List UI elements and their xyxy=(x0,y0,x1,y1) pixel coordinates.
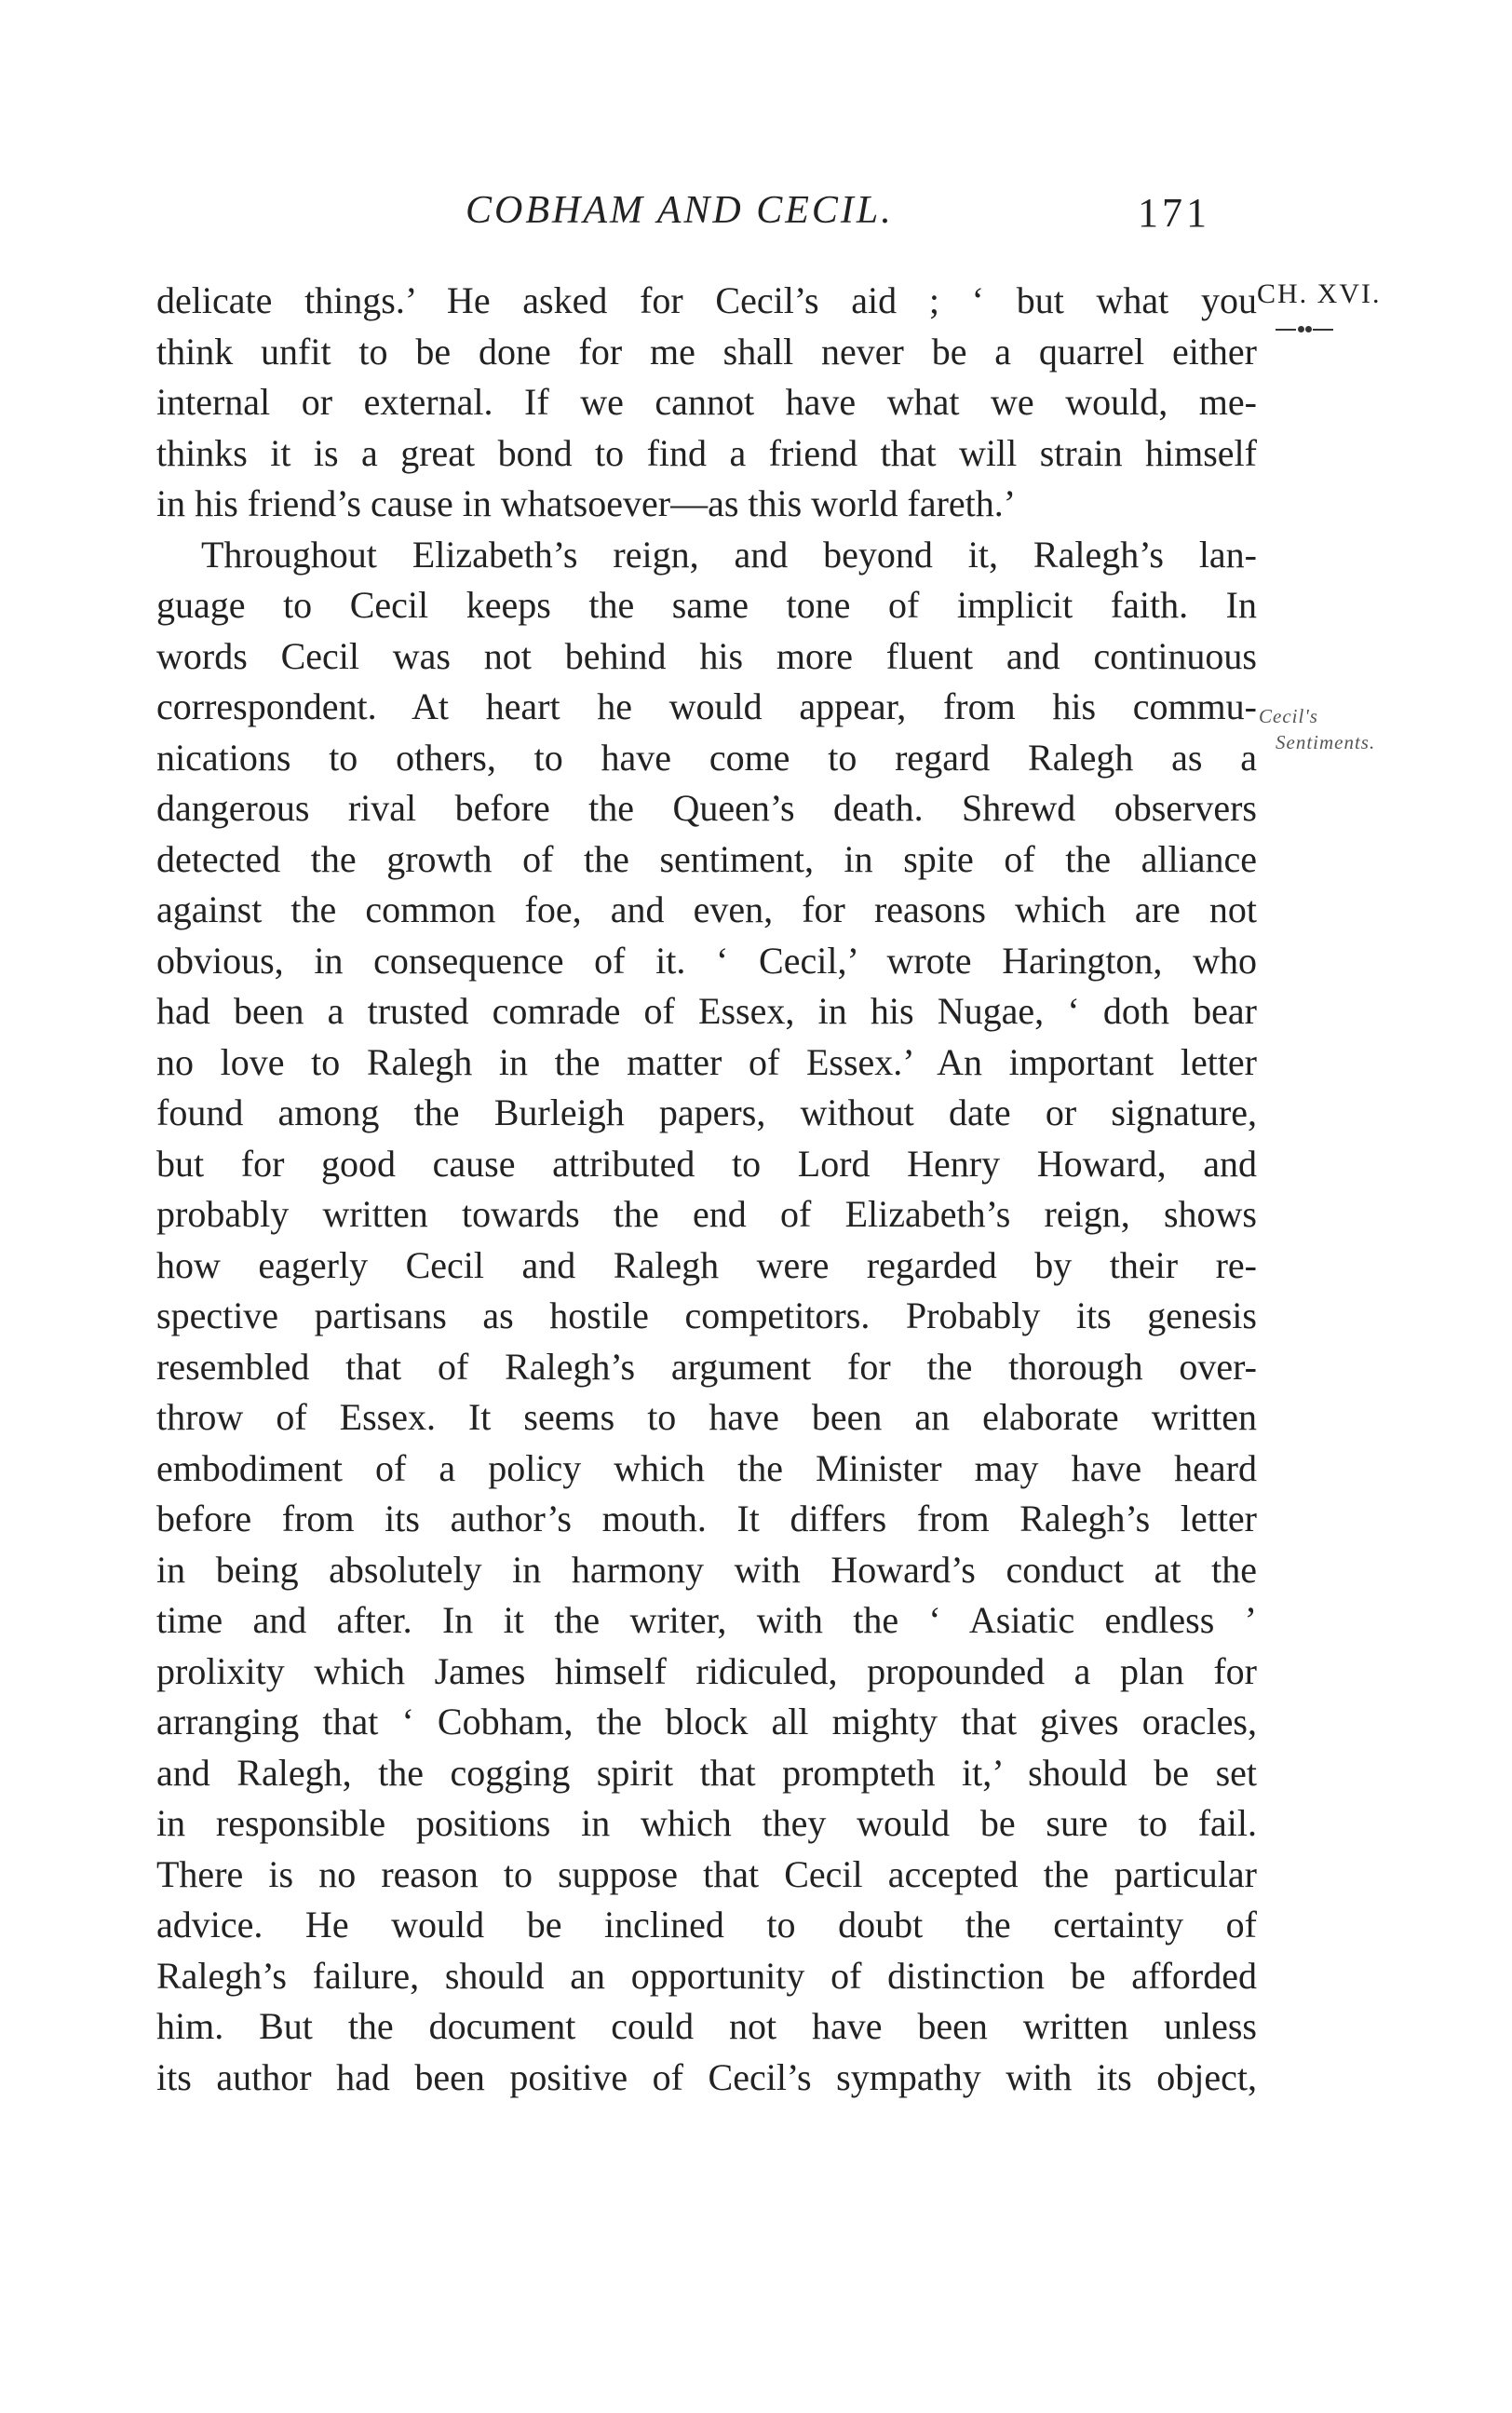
text-line: had been a trusted comrade of Essex, in his Nugae, ‘ doth bear xyxy=(156,990,1257,1032)
ornament-dot xyxy=(1305,326,1312,332)
text-line: obvious, in consequence of it. ‘ Cecil,’ wrote Harington, who xyxy=(156,939,1257,982)
text-line: in responsible positions in which they would be sure to fail. xyxy=(156,1802,1257,1844)
text-line: guage to Cecil keeps the same tone of implicit faith. In xyxy=(156,584,1257,626)
text-line: spective partisans as hostile competitors. Probably its genesis xyxy=(156,1295,1257,1336)
side-note xyxy=(1259,703,1417,755)
page-number: 171 xyxy=(1138,190,1210,236)
text-line: found among the Burleigh papers, without date or signature, xyxy=(156,1091,1257,1133)
text-line: prolixity which James himself ridiculed, propounded a plan for xyxy=(156,1649,1257,1692)
text-line: and Ralegh, the cogging spirit that prompteth it,’ should be set xyxy=(156,1751,1257,1794)
text-line: resembled that of Ralegh’s argument for the thorough over- xyxy=(156,1345,1257,1388)
text-line: think unfit to be done for me shall never be a quarrel either xyxy=(156,330,1257,373)
text-line: in being absolutely in harmony with Howard’s conduct at the xyxy=(156,1548,1257,1591)
text-line: detected the growth of the sentiment, in spite of the alliance xyxy=(156,837,1257,880)
text-line: but for good cause attributed to Lord Henry Howard, and xyxy=(156,1142,1257,1185)
side-note-line: Sentiments. xyxy=(1276,731,1376,753)
chapter-label: CH. XVI. xyxy=(1257,278,1382,309)
text-line: thinks it is a great bond to find a friend that will strain himself xyxy=(156,431,1257,474)
text-line: against the common foe, and even, for reasons which are not xyxy=(156,888,1257,930)
text-line: delicate things.’ He asked for Cecil’s aid ; ‘ but what you xyxy=(156,279,1257,321)
text-line: advice. He would be inclined to doubt the certainty of xyxy=(156,1904,1257,1945)
text-line: dangerous rival before the Queen’s death. Shrewd observers xyxy=(156,787,1257,829)
text-line: no love to Ralegh in the matter of Essex.’ An important letter xyxy=(156,1040,1257,1083)
text-line: correspondent. At heart he would appear, from his commu- xyxy=(156,685,1257,727)
text-line: throw of Essex. It seems to have been an elaborate written xyxy=(156,1396,1257,1438)
text-line: in his friend’s cause in whatsoever—as this world fareth.’ xyxy=(156,482,1017,524)
text-line: how eagerly Cecil and Ralegh were regarded by their re- xyxy=(156,1243,1257,1286)
text-line: Ralegh’s failure, should an opportunity of distinction be afforded xyxy=(156,1954,1257,1997)
text-line: There is no reason to suppose that Cecil accepted the particular xyxy=(156,1852,1257,1895)
ornament-dot xyxy=(1298,326,1304,332)
text-line: time and after. In it the writer, with the ‘ Asiatic endless ’ xyxy=(156,1599,1257,1641)
text-line: words Cecil was not behind his more fluent and continuous xyxy=(156,634,1257,677)
body-text xyxy=(156,276,1257,2103)
running-title: COBHAM AND CECIL. xyxy=(466,189,894,232)
paragraph-first-line: Throughout Elizabeth’s reign, and beyond it, Ralegh’s lan- xyxy=(201,533,1257,576)
text-line: embodiment of a policy which the Minister may have heard xyxy=(156,1446,1257,1489)
text-line: its author had been positive of Cecil’s sympathy with its object, xyxy=(156,2055,1257,2098)
ornament-rule-left xyxy=(1276,329,1296,331)
text-line: internal or external. If we cannot have what we would, me- xyxy=(156,381,1257,423)
text-line: probably written towards the end of Elizabeth’s reign, shows xyxy=(156,1193,1257,1235)
text-line: nications to others, to have come to regard Ralegh as a xyxy=(156,736,1257,779)
text-line: arranging that ‘ Cobham, the block all mighty that gives oracles, xyxy=(156,1701,1257,1742)
chapter-ornament-icon xyxy=(1276,325,1333,334)
side-note-line: Cecil's xyxy=(1259,705,1318,727)
text-line: him. But the document could not have been written unless xyxy=(156,2005,1257,2047)
text-line: before from its author’s mouth. It differs from Ralegh’s letter xyxy=(156,1498,1257,1539)
ornament-rule-right xyxy=(1313,329,1333,331)
